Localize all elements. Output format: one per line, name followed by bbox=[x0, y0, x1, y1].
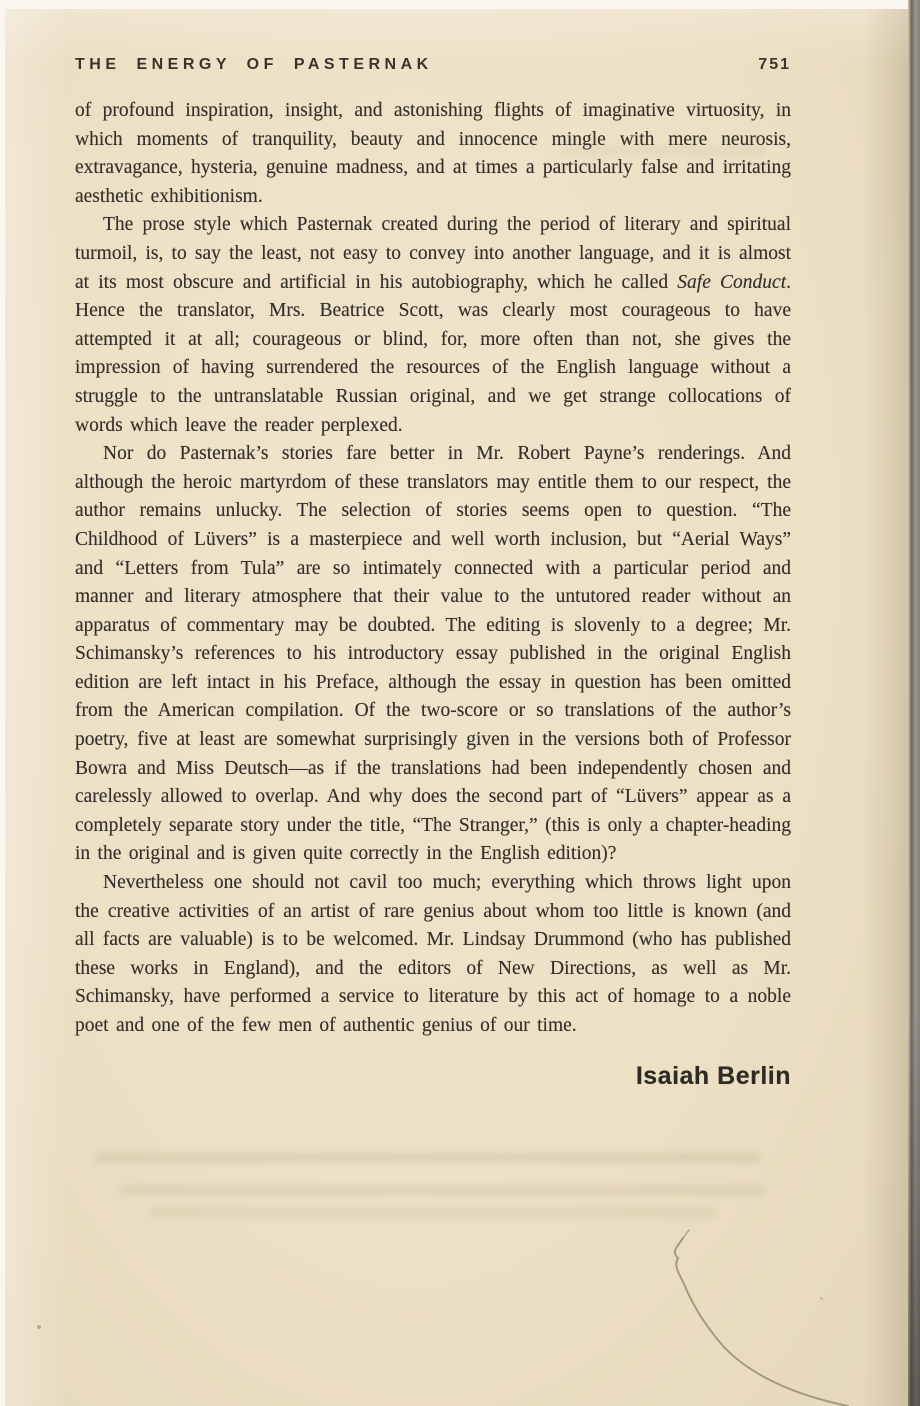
article-body bbox=[75, 97, 791, 1041]
paragraph-3 bbox=[75, 440, 791, 869]
paragraph-1 bbox=[75, 97, 791, 211]
paragraph-3-text: Nor do Pasternak’s stories fare better in Mr. Robert Payne’s renderings. And although the heroic martyrdom of these translators may entitle them to our respect, the author remains unlucky. The selection of stories seems open to question. “The Childhood of Lüvers” is a masterpiece and well worth inclusion, but “Aerial Ways” and “Letters from Tula” are so intimately connected with a particular period and manner and literary atmosphere that their value to the untutored reader without an apparatus of commentary may be doubted. The editing is slovenly to a degree; Mr. Schimansky’s references to his introductory essay published in the original English edition are left intact in his Preface, although the essay in question has been omitted from the American compilation. Of the two-score or so translations of the author’s poetry, five at least are somewhat surprisingly given in the versions both of Professor Bowra and Miss Deutsch—as if the translations had been independently chosen and carelessly allowed to overlap. And why does the second part of “Lüvers” appear as a completely separate story under the title, “The Stranger,” (this is only a chapter-heading in the original and is given quite correctly in the English edition)? bbox=[75, 443, 791, 865]
author-signature: Isaiah Berlin bbox=[635, 1061, 791, 1090]
page-paper bbox=[5, 9, 908, 1406]
paragraph-2-text-after: . Hence the translator, Mrs. Beatrice Scott, was clearly most courageous to have attempted it at all; courageous or blind, for, more often than not, she gives the impression of having surrendered the resources of the English language without a struggle to the untranslatable Russian original, and we get strange collocations of words which leave the reader perplexed. bbox=[75, 271, 791, 436]
show-through-smudge bbox=[120, 1185, 765, 1196]
show-through-smudge bbox=[150, 1207, 715, 1218]
running-header-title: THE ENERGY OF PASTERNAK bbox=[75, 56, 433, 73]
scan-margin-top bbox=[0, 0, 920, 9]
paragraph-2 bbox=[75, 211, 791, 440]
show-through-smudge bbox=[95, 1152, 760, 1163]
page-number: 751 bbox=[758, 56, 791, 73]
dust-speck bbox=[37, 1325, 41, 1329]
dust-speck bbox=[820, 1297, 823, 1300]
book-title-italic: Safe Conduct bbox=[677, 271, 787, 293]
paragraph-1-text: of profound inspiration, insight, and astonishing flights of imaginative virtuosity, in which moments of tranquility, beauty and innocence mingle with mere neurosis, extravagance, hysteria, genuine madness, and at times a particularly false and irritating aesthetic exhibitionism. bbox=[75, 100, 791, 207]
paragraph-4 bbox=[75, 869, 791, 1041]
paragraph-2-text-before: The prose style which Pasternak created during the period of literary and spiritual turmoil, is, to say the least, not easy to convey into another language, and it is almost at its most obscure and artificial in his autobiography, which he called bbox=[75, 214, 791, 293]
page-edge-right bbox=[908, 0, 920, 1406]
paragraph-4-text: Nevertheless one should not cavil too much; everything which throws light upon the creative activities of an artist of rare genius about whom too little is known (and all facts are valuable) is to be welcomed. Mr. Lindsay Drummond (who has published these works in England), and the editors of New Directions, as well as Mr. Schimansky, have performed a service to literature by this act of homage to a noble poet and one of the few men of authentic genius of our time. bbox=[75, 872, 791, 1036]
scan-margin-left bbox=[0, 0, 5, 1406]
page-content bbox=[75, 56, 791, 1091]
running-header bbox=[75, 56, 791, 74]
